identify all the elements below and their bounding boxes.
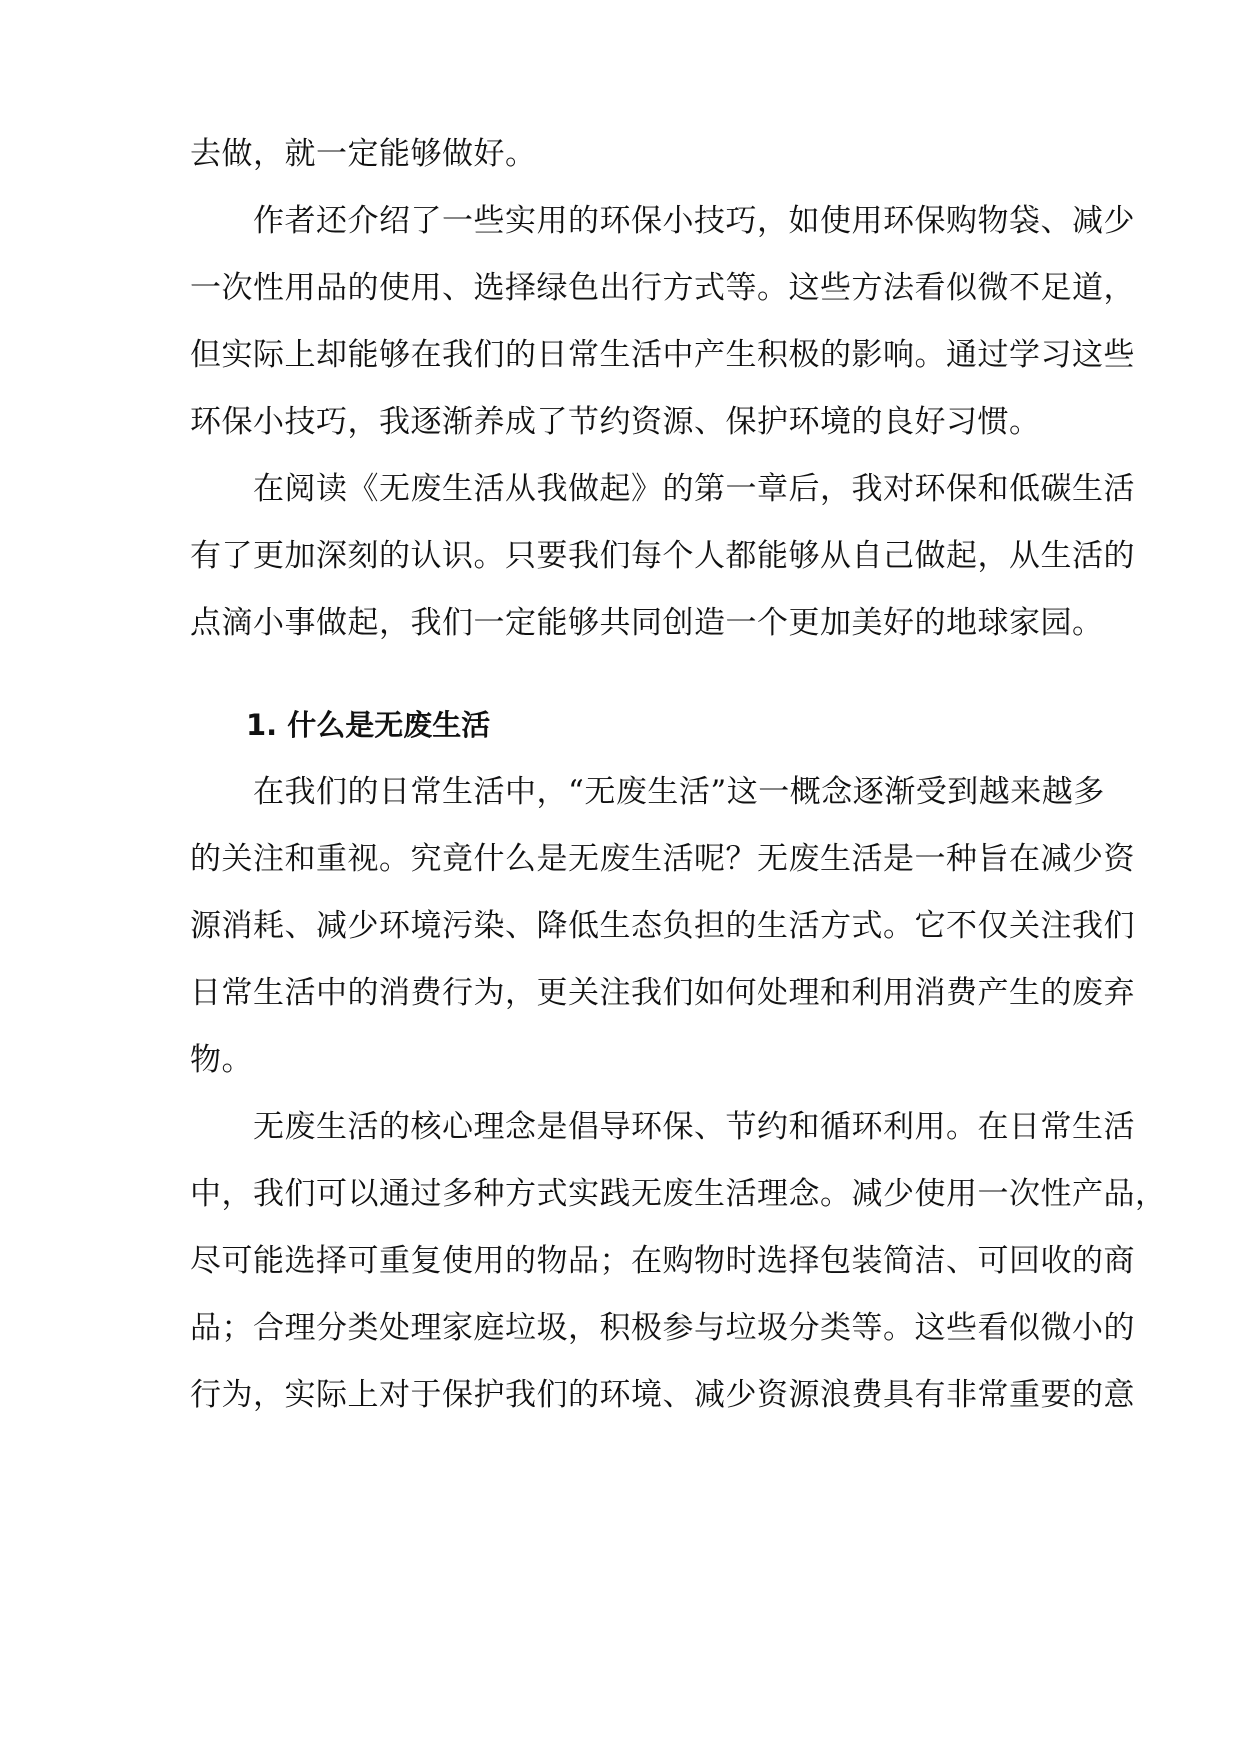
text-line: 有了更加深刻的认识。只要我们每个人都能够从自己做起，从生活的 (190, 538, 1135, 574)
text-line: 物。 (190, 1042, 253, 1078)
text-line: 点滴小事做起，我们一定能够共同创造一个更加美好的地球家园。 (190, 605, 1104, 641)
text-line: 在阅读《无废生活从我做起》的第一章后，我对环保和低碳生活 (190, 471, 1135, 507)
text-line: 源消耗、减少环境污染、降低生态负担的生活方式。它不仅关注我们 (190, 908, 1135, 944)
text-line: 但实际上却能够在我们的日常生活中产生积极的影响。通过学习这些 (190, 337, 1135, 373)
text-line: 无废生活的核心理念是倡导环保、节约和循环利用。在日常生活 (190, 1109, 1135, 1145)
text-line: 的关注和重视。究竟什么是无废生活呢？无废生活是一种旨在减少资 (190, 841, 1135, 877)
section-heading: 1. 什么是无废生活 (246, 708, 491, 742)
text-line: 行为，实际上对于保护我们的环境、减少资源浪费具有非常重要的意 (190, 1377, 1135, 1413)
text-line: 日常生活中的消费行为，更关注我们如何处理和利用消费产生的废弃 (190, 975, 1135, 1011)
text-line: 在我们的日常生活中，“无废生活”这一概念逐渐受到越来越多 (190, 774, 1105, 810)
text-line: 环保小技巧，我逐渐养成了节约资源、保护环境的良好习惯。 (190, 404, 1041, 440)
text-line: 尽可能选择可重复使用的物品；在购物时选择包装简洁、可回收的商 (190, 1243, 1135, 1279)
text-line: 作者还介绍了一些实用的环保小技巧，如使用环保购物袋、减少 (190, 203, 1135, 239)
text-line: 一次性用品的使用、选择绿色出行方式等。这些方法看似微不足道， (190, 270, 1135, 306)
text-line: 中，我们可以通过多种方式实践无废生活理念。减少使用一次性产品， (190, 1176, 1167, 1212)
text-line: 品；合理分类处理家庭垃圾，积极参与垃圾分类等。这些看似微小的 (190, 1310, 1135, 1346)
text-line: 去做，就一定能够做好。 (190, 136, 537, 172)
